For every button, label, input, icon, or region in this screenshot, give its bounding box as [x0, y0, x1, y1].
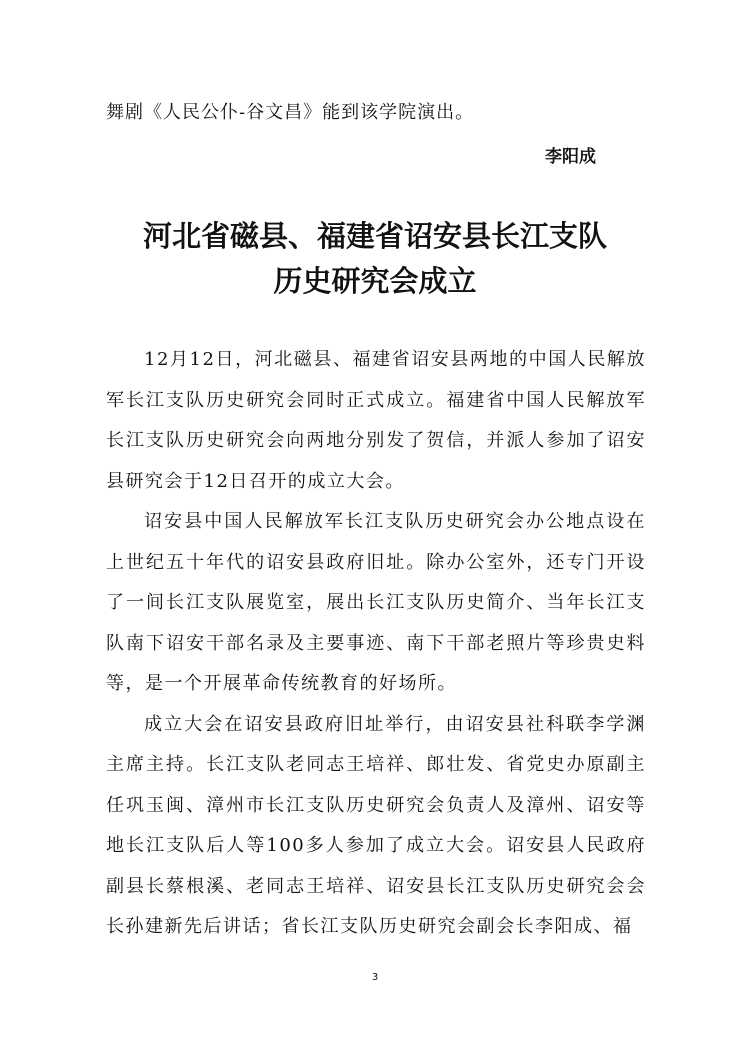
paragraph-1: 12月12日，河北磁县、福建省诏安县两地的中国人民解放军长江支队历史研究会同时正式成立。福建省中国人民解放军长江支队历史研究会向两地分别发了贺信，并派人参加了诏安县研究会于12日召开的成立大会。 [106, 349, 646, 492]
page-number: 3 [371, 972, 379, 983]
title-line-2: 历史研究会成立 [273, 264, 477, 298]
paragraph-2: 诏安县中国人民解放军长江支队历史研究会办公地点设在上世纪五十年代的诏安县政府旧址。除办公室外，还专门开设了一间长江支队展览室，展出长江支队历史简介、当年长江支队南下诏安干部名录及主要事迹、南下干部老照片等珍贵史料等，是一个开展革命传统教育的好场所。 [106, 511, 646, 694]
author-name: 李阳成 [545, 147, 596, 167]
article-body [106, 340, 646, 948]
article-title [0, 214, 750, 304]
title-line-1: 河北省磁县、福建省诏安县长江支队 [142, 219, 607, 253]
paragraph-3: 成立大会在诏安县政府旧址举行，由诏安县社科联李学渊主席主持。长江支队老同志王培祥、郎壮发、省党史办原副主任巩玉闽、漳州市长江支队历史研究会负责人及漳州、诏安等地长江支队后人等100多人参加了成立大会。诏安县人民政府副县长蔡根溪、老同志王培祥、诏安县长江支队历史研究会会长孙建新先后讲话；省长江支队历史研究会副会长李阳成、福 [106, 713, 646, 937]
continuation-text: 舞剧《人民公仆-谷文昌》能到该学院演出。 [106, 102, 475, 123]
